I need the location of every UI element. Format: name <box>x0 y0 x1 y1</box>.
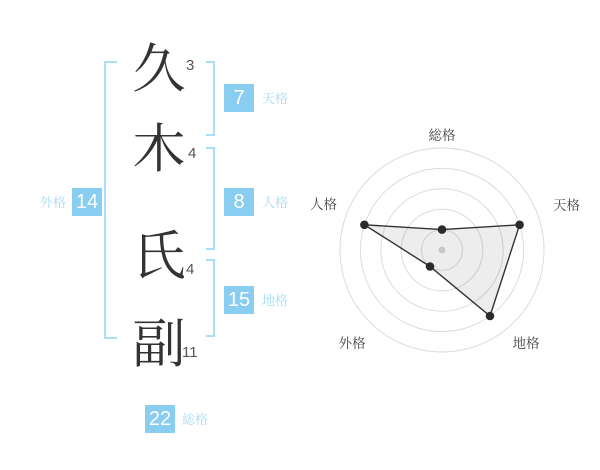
radar-axis-label: 地格 <box>512 336 540 351</box>
radar-center-dot <box>439 247 446 254</box>
gaikaku-value-box: 14 <box>72 188 102 216</box>
tenkaku-label: 天格 <box>262 91 289 106</box>
radar-axis-label: 人格 <box>310 197 337 212</box>
radar-data-point <box>426 262 435 271</box>
radar-data-point <box>486 312 495 321</box>
stroke-count-1: 3 <box>186 57 195 74</box>
jinkaku-bracket <box>206 147 215 250</box>
radar-axis-label: 総格 <box>428 128 456 143</box>
chikaku-value-box: 15 <box>224 286 254 314</box>
radar-data-polygon <box>364 225 519 316</box>
radar-axis-label: 天格 <box>553 198 580 213</box>
radar-data-point <box>515 221 524 230</box>
soukaku-label: 総格 <box>182 412 209 427</box>
gaikaku-bracket <box>104 61 117 339</box>
name-character-2: 木 <box>132 120 186 179</box>
radar-chart <box>310 120 595 380</box>
soukaku-value-box: 22 <box>145 405 175 433</box>
name-character-4: 副 <box>132 315 186 374</box>
radar-data-point <box>360 221 369 230</box>
radar-data-point <box>438 225 447 234</box>
stroke-count-4: 11 <box>182 344 198 361</box>
gaikaku-label: 外格 <box>39 195 66 210</box>
radar-axis-label: 外格 <box>338 336 366 351</box>
name-character-1: 久 <box>132 40 186 99</box>
chikaku-label: 地格 <box>262 293 289 308</box>
tenkaku-value-box: 7 <box>224 84 254 112</box>
jinkaku-value-box: 8 <box>224 188 254 216</box>
name-character-3: 氏 <box>132 227 186 286</box>
stroke-count-2: 4 <box>188 145 197 162</box>
jinkaku-label: 人格 <box>262 195 289 210</box>
tenkaku-bracket <box>206 61 215 136</box>
chikaku-bracket <box>206 259 215 337</box>
stroke-count-3: 4 <box>186 261 195 278</box>
